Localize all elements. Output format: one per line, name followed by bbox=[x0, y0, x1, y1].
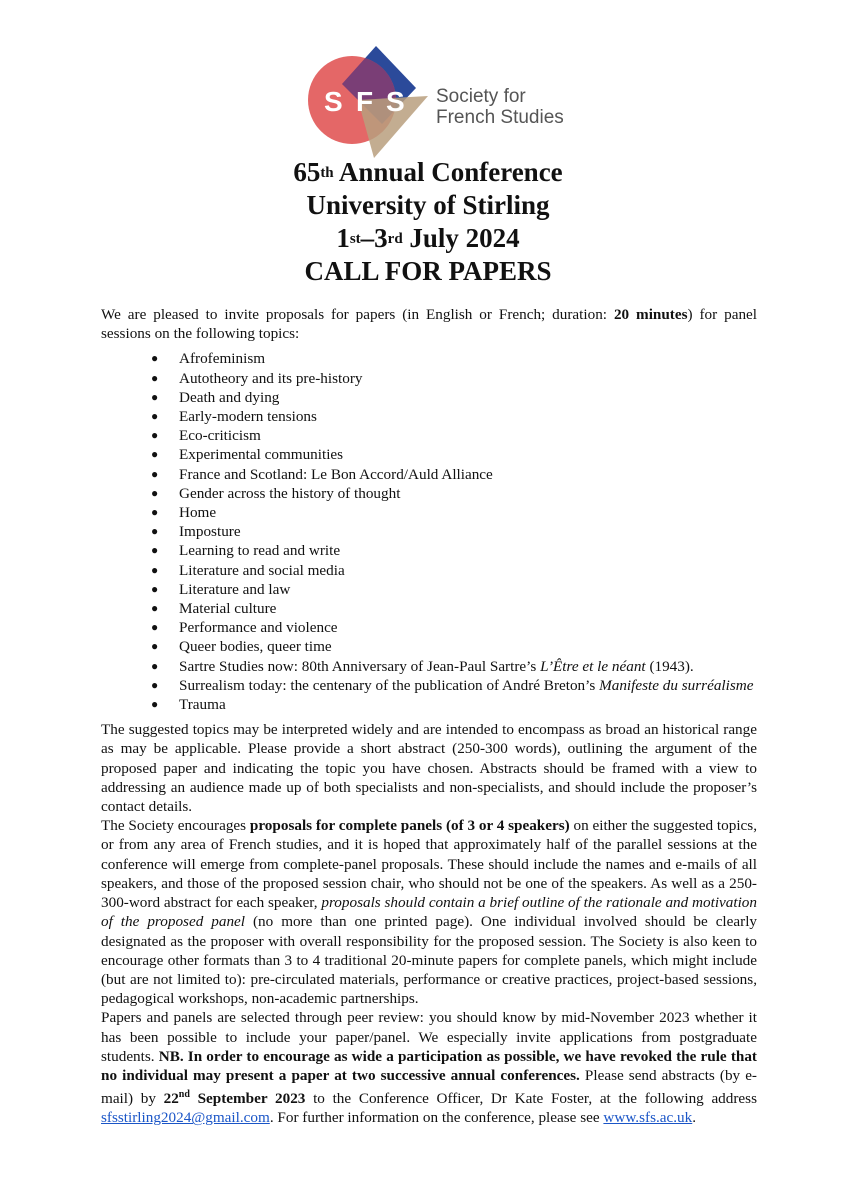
topic-item: ● Imposture bbox=[101, 522, 757, 541]
submission-paragraph: Papers and panels are selected through peer review: you should know by mid-November 2023 whether it has been possible to include your paper/panel. We especially invite applications from postgraduate students. NB. In order to encourage as wide a participation as possible, we have revoked the rule that no individual may present a paper at two successive annual conferences. Please send abstracts (by e-mail) by 22nd September 2023 to the Conference Officer, Dr Kate Foster, at the following address sfsstirling2024@gmail.com. For further information on the conference, please see www.sfs.ac.uk. bbox=[101, 1009, 757, 1127]
topic-item: ● Learning to read and write bbox=[101, 541, 757, 560]
topic-item: ● Death and dying bbox=[101, 388, 757, 407]
topic-item: ● France and Scotland: Le Bon Accord/Auld Alliance bbox=[101, 465, 757, 484]
topic-item: ● Gender across the history of thought bbox=[101, 484, 757, 503]
topic-item: ● Performance and violence bbox=[101, 618, 757, 637]
topic-item-sartre: ● Sartre Studies now: 80th Anniversary of Jean-Paul Sartre’s L’Être et le néant (1943). bbox=[101, 657, 757, 676]
logo-name-line2: French Studies bbox=[436, 107, 564, 128]
title-line-dates: 1st–3rd July 2024 bbox=[336, 223, 520, 253]
intro-paragraph: We are pleased to invite proposals for papers (in English or French; duration: 20 minutes) for panel sessions on the following topics: bbox=[101, 306, 757, 343]
topic-item: ● Autotheory and its pre-history bbox=[101, 369, 757, 388]
title-line-university: University of Stirling bbox=[306, 190, 550, 220]
website-link[interactable]: www.sfs.ac.uk bbox=[603, 1109, 693, 1127]
logo-name-line1: Society for bbox=[436, 86, 526, 107]
topic-item-surrealism: ● Surrealism today: the centenary of the publication of André Breton’s Manifeste du surréalisme bbox=[101, 676, 757, 695]
topic-item: ● Literature and social media bbox=[101, 561, 757, 580]
title-line-cfp: CALL FOR PAPERS bbox=[304, 256, 552, 286]
sfs-logo bbox=[0, 0, 856, 160]
topic-item: ● Eco-criticism bbox=[101, 426, 757, 445]
logo-letter-s2: S bbox=[386, 86, 405, 117]
topic-item: ● Experimental communities bbox=[101, 445, 757, 464]
topic-item: ● Afrofeminism bbox=[101, 349, 757, 368]
topic-item: ● Literature and law bbox=[101, 580, 757, 599]
panels-paragraph: The Society encourages proposals for complete panels (of 3 or 4 speakers) on either the suggested topics, or from any area of French studies, and it is hoped that approximately half of the parallel sessions at the conference will emerge from complete-panel proposals. These should include the names and e-mails of all speakers, and those of the proposed session chair, who should not be one of the speakers. As well as a 250-300-word abstract for each speaker, proposals should contain a brief outline of the rationale and motivation of the proposed panel (no more than one printed page). One individual involved should be clearly designated as the proposer with overall responsibility for the proposed session. The Society is also keen to encourage other formats than 3 to 4 traditional 20-minute papers for complete panels, which might include (but are not limited to): pre-circulated materials, performance or creative practices, project-based sessions, pedagogical workshops, non-academic partnerships. bbox=[101, 817, 758, 1008]
email-link[interactable]: sfsstirling2024@gmail.com bbox=[101, 1109, 270, 1127]
topics-list bbox=[101, 349, 757, 714]
logo-wordmark bbox=[436, 86, 564, 128]
topic-item: ● Trauma bbox=[101, 695, 757, 714]
topic-item: ● Early-modern tensions bbox=[101, 407, 757, 426]
logo-letter-f: F bbox=[356, 86, 374, 117]
logo-letter-s1: S bbox=[324, 86, 343, 117]
conference-title bbox=[0, 156, 856, 288]
topic-item: ● Home bbox=[101, 503, 757, 522]
sfs-logo-mark bbox=[300, 40, 430, 158]
topic-item: ● Material culture bbox=[101, 599, 757, 618]
body-content bbox=[101, 305, 757, 1128]
abstract-guidelines-paragraph: The suggested topics may be interpreted widely and are intended to encompass as broad an historical range as may be applicable. Please provide a short abstract (250-300 words), outlining the argument of the proposed paper and indicating the topic you have chosen. Abstracts should be framed with a view to addressing an audience made up of both specialists and non-specialists, and should include the proposer’s contact details. bbox=[101, 721, 757, 816]
topic-item: ● Queer bodies, queer time bbox=[101, 637, 757, 656]
title-line-annual: 65th Annual Conference bbox=[293, 157, 563, 187]
